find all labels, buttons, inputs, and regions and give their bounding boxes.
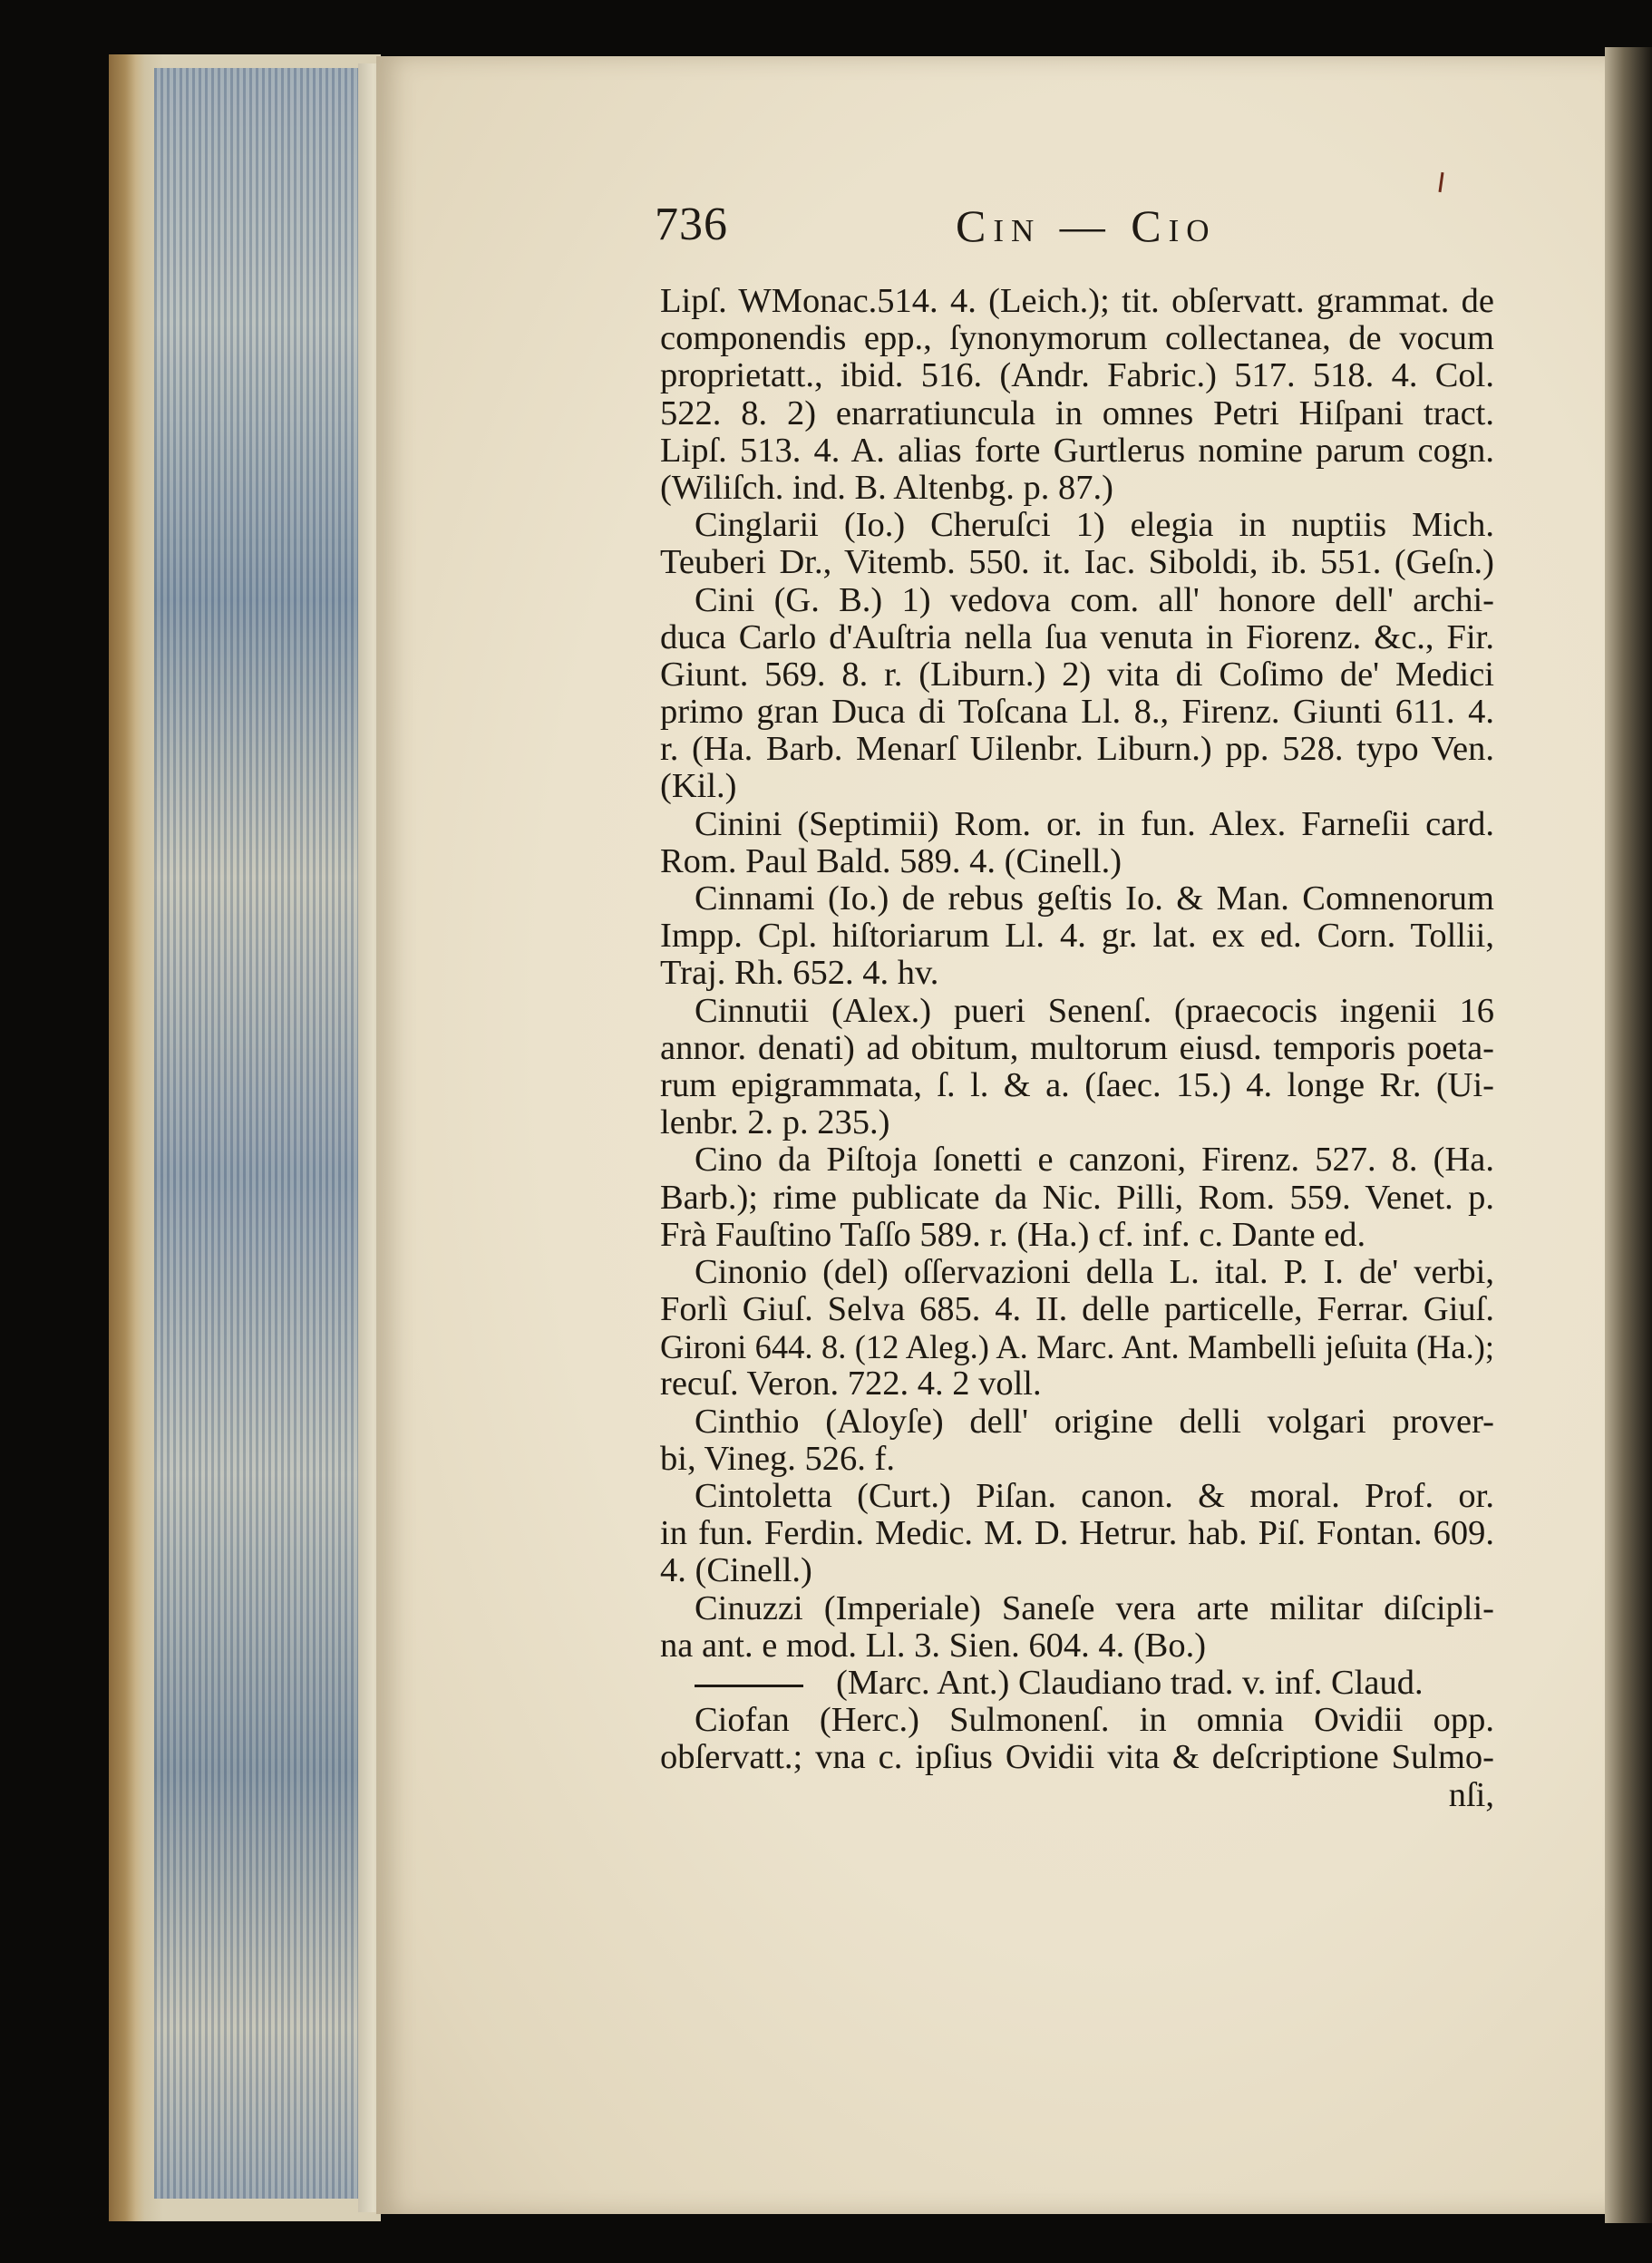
marbled-page-block bbox=[154, 68, 376, 2199]
text-line: Teuberi Dr., Vitemb. 550. it. Iac. Siboldi, ib. 551. (Geſn.) bbox=[660, 543, 1494, 582]
text-line: obſervatt.; vna c. ipſius Ovidii vita & deſcriptione Sulmo- bbox=[660, 1738, 1494, 1777]
text-line: rum epigrammata, ſ. l. & a. (ſaec. 15.) 4. longe Rr. (Ui- bbox=[660, 1065, 1494, 1104]
text-line: lenbr. 2. p. 235.) bbox=[660, 1103, 890, 1142]
text-line: proprietatt., ibid. 516. (Andr. Fabric.) 517. 518. 4. Col. bbox=[660, 356, 1494, 395]
text-line: Barb.); rime publicate da Nic. Pilli, Rom. 559. Venet. p. bbox=[660, 1178, 1494, 1217]
text-line: r. (Ha. Barb. Menarſ Uilenbr. Liburn.) pp. 528. typo Ven. bbox=[660, 730, 1494, 769]
entry-line: Cini (G. B.) 1) vedova com. all' honore dell' archi- bbox=[695, 580, 1494, 619]
page-header bbox=[655, 198, 1344, 261]
text-line: (Wiliſch. ind. B. Altenbg. p. 87.) bbox=[660, 468, 1113, 507]
ditto-entry-text: (Marc. Ant.) Claudiano trad. v. inf. Claud. bbox=[836, 1663, 1424, 1702]
entry-line: Cinthio (Aloyſe) dell' origine delli volgari prover- bbox=[695, 1402, 1494, 1441]
text-line: Frà Fauſtino Taſſo 589. r. (Ha.) cf. inf. c. Dante ed. bbox=[660, 1215, 1366, 1254]
text-line: Lipſ. WMonac.514. 4. (Leich.); tit. obſervatt. grammat. de bbox=[660, 282, 1494, 320]
text-line: Impp. Cpl. hiſtoriarum Ll. 4. gr. lat. ex ed. Corn. Tollii, bbox=[660, 917, 1494, 956]
ditto-dash bbox=[695, 1685, 803, 1687]
entry-line: Ciofan (Herc.) Sulmonenſ. in omnia Ovidii opp. bbox=[695, 1701, 1494, 1740]
text-line: primo gran Duca di Toſcana Ll. 8., Firenz. Giunti 611. 4. bbox=[660, 693, 1494, 732]
running-head: Cin — Cio bbox=[956, 200, 1217, 251]
text-line: 522. 8. 2) enarratiuncula in omnes Petri Hiſpani tract. bbox=[660, 393, 1494, 432]
text-line: annor. denati) ad obitum, multorum eiusd. temporis poeta- bbox=[660, 1028, 1494, 1067]
page-body-text bbox=[660, 283, 1494, 1814]
text-line: Forlì Giuſ. Selva 685. 4. II. delle particelle, Ferrar. Giuſ. bbox=[660, 1290, 1494, 1329]
page-gutter-shadow bbox=[1605, 47, 1652, 2223]
text-line: componendis epp., ſynonymorum collectanea, de vocum bbox=[660, 319, 1494, 358]
text-line: Gironi 644. 8. (12 Aleg.) A. Marc. Ant. Mambelli jeſuita (Ha.); bbox=[660, 1328, 1494, 1366]
text-line: recuſ. Veron. 722. 4. 2 voll. bbox=[660, 1365, 1042, 1403]
text-line: Rom. Paul Bald. 589. 4. (Cinell.) bbox=[660, 841, 1122, 880]
text-line: 4. (Cinell.) bbox=[660, 1551, 812, 1590]
text-line: Lipſ. 513. 4. A. alias forte Gurtlerus nomine parum cogn. bbox=[660, 431, 1494, 470]
ditto-entry-line bbox=[660, 1665, 1494, 1702]
entry-line: Cinuzzi (Imperiale) Saneſe vera arte militar diſcipli- bbox=[695, 1588, 1494, 1627]
text-line: Traj. Rh. 652. 4. hv. bbox=[660, 954, 939, 993]
catchword-line: nſi, bbox=[1448, 1775, 1494, 1814]
text-line: duca Carlo d'Auſtria nella ſua venuta in Fiorenz. &c., Fir. bbox=[660, 617, 1494, 656]
entry-line: Cinglarii (Io.) Cheruſci 1) elegia in nuptiis Mich. bbox=[695, 506, 1494, 545]
text-line: in fun. Ferdin. Medic. M. D. Hetrur. hab. Piſ. Fontan. 609. bbox=[660, 1514, 1494, 1553]
entry-line: Cinnutii (Alex.) pueri Senenſ. (praecocis ingenii 16 bbox=[695, 991, 1494, 1030]
page-number: 736 bbox=[655, 199, 728, 250]
text-line: na ant. e mod. Ll. 3. Sien. 604. 4. (Bo.) bbox=[660, 1626, 1207, 1665]
text-line: Giunt. 569. 8. r. (Liburn.) 2) vita di Coſimo de' Medici bbox=[660, 655, 1494, 694]
entry-line: Cintoletta (Curt.) Piſan. canon. & moral. Prof. or. bbox=[695, 1477, 1494, 1515]
entry-line: Cinini (Septimii) Rom. or. in fun. Alex. Farneſii card. bbox=[695, 804, 1494, 843]
text-line: bi, Vineg. 526. f. bbox=[660, 1439, 895, 1478]
entry-line: Cino da Piſtoja ſonetti e canzoni, Firenz. 527. 8. (Ha. bbox=[695, 1141, 1494, 1180]
text-line: (Kil.) bbox=[660, 767, 737, 806]
entry-line: Cinnami (Io.) de rebus geſtis Io. & Man. Comnenorum bbox=[695, 879, 1494, 918]
entry-line: Cinonio (del) oſſervazioni della L. ital. P. I. de' verbi, bbox=[695, 1252, 1494, 1291]
